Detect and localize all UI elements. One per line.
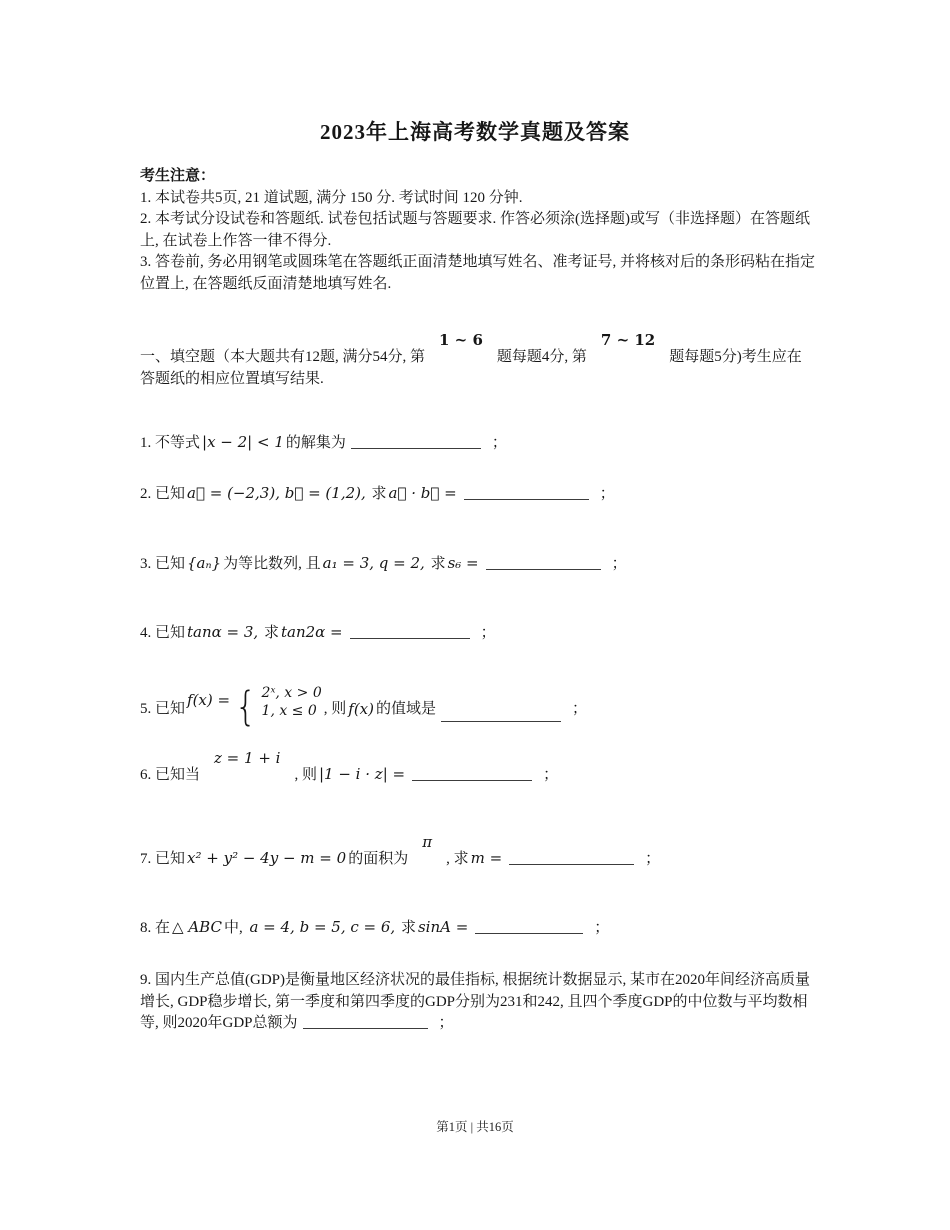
question-text: 的面积为 (348, 851, 409, 867)
math-expression: s₆ = (447, 554, 479, 572)
brace-symbol: { (234, 684, 257, 730)
footer-page-number: 第1页 | 共16页 (436, 1120, 514, 1134)
section-text-line2: 答题纸的相应位置填写结果. (140, 370, 324, 387)
answer-blank (351, 436, 481, 449)
question-text: 求 (260, 625, 279, 641)
question-text: 求 (426, 556, 446, 572)
question-3 (140, 553, 820, 576)
question-text: , 则 (323, 700, 347, 717)
notice-heading: 考生注意： (140, 168, 216, 184)
question-text: 求 (367, 486, 387, 502)
question-text: ； (438, 1015, 454, 1031)
question-range-7-12: 7 ~ 12 (600, 331, 656, 349)
answer-blank (303, 1016, 428, 1029)
question-text: ； (543, 767, 559, 783)
question-text: 为等比数列, 且 (223, 556, 321, 572)
question-1 (140, 432, 820, 455)
question-text: 1. 不等式 (140, 435, 201, 451)
notice-block (140, 166, 820, 295)
piecewise-cases (260, 684, 324, 720)
math-expression: |x − 2| < 1 (202, 433, 284, 451)
notice-item-3: 3. 答卷前, 务必用钢笔或圆珠笔在答题纸正面清楚地填写姓名、准考证号, 并将核对后的条形码粘在指定位置上, 在答题纸反面清楚地填写姓名. (140, 254, 816, 292)
question-5 (140, 684, 820, 730)
math-expression-raised: z = 1 + i (214, 749, 281, 767)
section-text: 题每题5分)考生应在 (669, 349, 802, 365)
math-expression: a⃗ = (−2,3), b⃗ = (1,2), (187, 484, 366, 502)
math-expression: f(x) (348, 699, 374, 718)
answer-blank (464, 487, 589, 500)
question-text: ； (594, 920, 610, 936)
question-9 (140, 970, 820, 1035)
math-expression: {aₙ} (187, 554, 222, 572)
math-expression: tanα = 3, (187, 623, 259, 641)
answer-blank (509, 852, 634, 865)
question-text: 7. 已知 (140, 851, 186, 867)
question-6 (140, 749, 820, 787)
answer-blank (350, 626, 470, 639)
math-expression: △ ABC (172, 918, 222, 936)
question-text: ； (645, 851, 661, 867)
answer-blank (475, 921, 583, 934)
question-text: , 求 (446, 851, 469, 867)
answer-blank (441, 709, 561, 722)
question-text: ； (611, 556, 627, 572)
question-4 (140, 622, 820, 645)
section-text: 一、填空题（本大题共有12题, 满分54分, 第 (140, 349, 426, 365)
answer-blank (412, 768, 532, 781)
question-text: 中, (223, 920, 243, 936)
question-text: 5. 已知 (140, 700, 186, 717)
math-expression: |1 − i · z| = (318, 765, 406, 783)
math-expression: a = 4, b = 5, c = 6, (244, 918, 396, 936)
page-title: 2023年上海高考数学真题及答案 (320, 120, 630, 144)
math-expression: f(x) = (187, 690, 231, 709)
question-text: 求 (397, 920, 416, 936)
math-expression: a₁ = 3, q = 2, (322, 554, 425, 572)
question-text: ； (572, 700, 588, 717)
question-text: ； (599, 486, 615, 502)
notice-item-1: 1. 本试卷共5页, 21 道试题, 满分 150 分. 考试时间 120 分钟. (140, 189, 523, 206)
math-expression: a⃗ · b⃗ = (388, 484, 457, 502)
math-expression: tan2α = (280, 623, 343, 641)
math-expression: m = (470, 849, 503, 867)
question-text: 的解集为 (285, 435, 346, 451)
question-2 (140, 483, 820, 506)
question-text: 9. 国内生产总值(GDP)是衡量地区经济状况的最佳指标, 根据统计数据显示, 某市在2020年间经济高质量增长, GDP稳步增长, 第一季度和第四季度的GDP分别为231和242, 且四个季度GDP的中位数与平均数相等, 则2020年GDP总额为 (140, 972, 811, 1031)
question-text: , 则 (294, 767, 317, 783)
question-text: 2. 已知 (140, 486, 186, 502)
math-expression: 1, x ≤ 0 (261, 703, 317, 719)
answer-blank (486, 557, 601, 570)
math-expression-raised: π (422, 833, 433, 851)
notice-item-2: 2. 本考试分设试卷和答题纸. 试卷包括试题与答题要求. 作答必须涂(选择题)或写（非选择题）在答题纸上, 在试卷上作答一律不得分. (140, 211, 810, 249)
question-7 (140, 833, 820, 871)
question-text: 8. 在 (140, 920, 171, 936)
question-text: 4. 已知 (140, 625, 186, 641)
question-8 (140, 917, 820, 940)
math-expression: x² + y² − 4y − m = 0 (187, 849, 347, 867)
section-text: 题每题4分, 第 (496, 349, 587, 365)
question-text: 6. 已知当 (140, 767, 201, 783)
question-text: 3. 已知 (140, 556, 186, 572)
math-expression: 2ˣ, x > 0 (261, 685, 322, 701)
math-expression: sinA = (417, 918, 469, 936)
question-text: ； (480, 625, 496, 641)
question-text: 的值域是 (375, 700, 436, 717)
question-range-1-6: 1 ~ 6 (439, 331, 483, 349)
section-header (140, 331, 820, 390)
question-text: ； (491, 435, 507, 451)
